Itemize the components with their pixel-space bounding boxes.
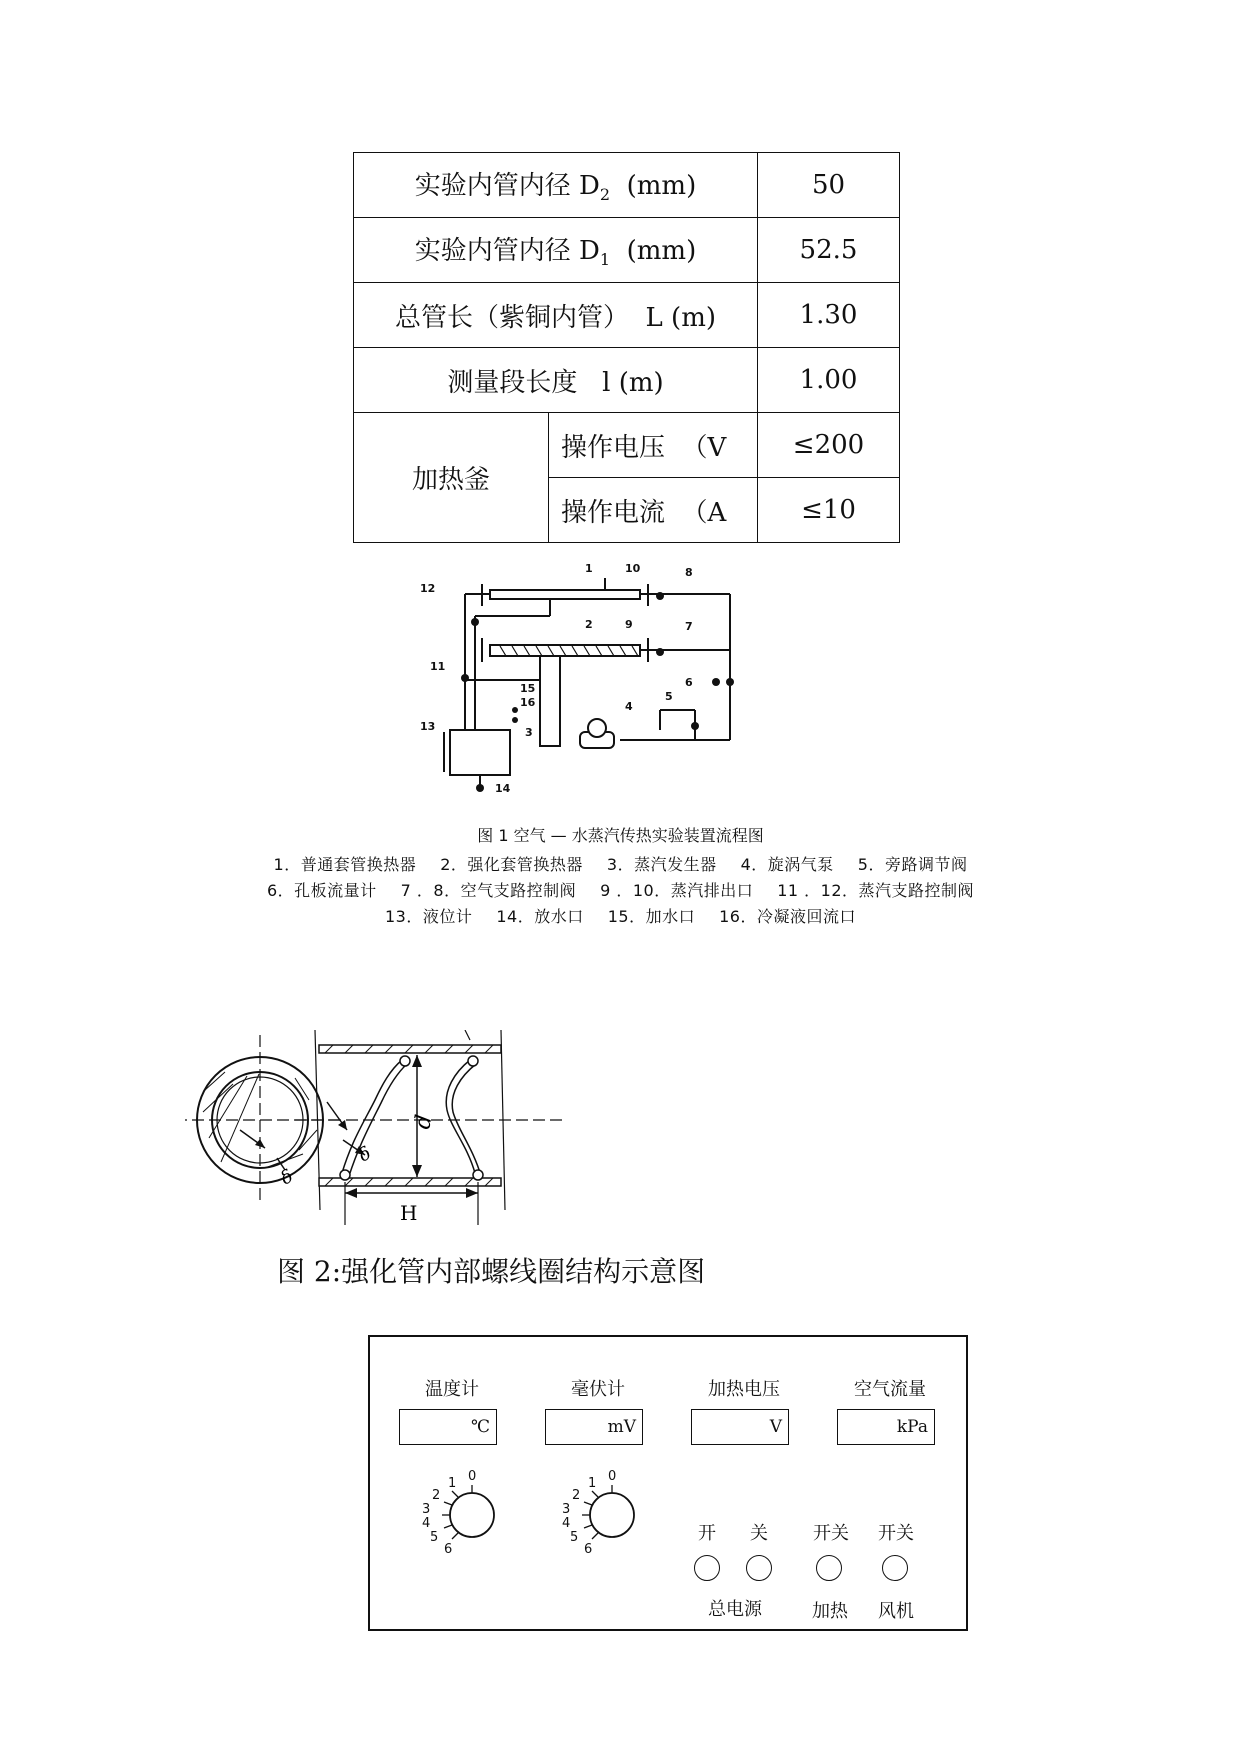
knob-tick-label: 4 — [562, 1516, 571, 1531]
callout-7: 7 — [685, 620, 693, 633]
thermometer-label: 温度计 — [425, 1379, 479, 1400]
table-row — [354, 218, 900, 283]
callout-14: 14 — [495, 782, 511, 795]
knob-tick-label: 3 — [562, 1502, 571, 1517]
steam-generator — [450, 730, 510, 775]
param-cell: 实验内管内径 $D_1$ (mm) — [354, 218, 758, 283]
wire-thickness-label: δ — [277, 1165, 297, 1190]
value-cell: 1.30 — [758, 283, 900, 348]
callout-1: 1 — [585, 562, 593, 575]
main-power-off-button[interactable] — [746, 1555, 772, 1581]
fan-switch-label: 开关 — [878, 1523, 914, 1544]
callout-5: 5 — [665, 690, 673, 703]
pitch-label: H — [400, 1201, 418, 1225]
figure1-legend-line: 13．液位计 14．放水口 15．加水口 16．冷凝液回流口 — [385, 907, 856, 926]
knob-tick-label: 2 — [572, 1488, 581, 1503]
fan-caption: 风机 — [878, 1601, 914, 1622]
knob-tick-label: 5 — [430, 1530, 439, 1545]
knob-tick-label: 4 — [422, 1516, 431, 1531]
callout-9: 9 — [625, 618, 633, 631]
air-flow-display: kPa — [837, 1409, 935, 1445]
diameter-label: d — [410, 1112, 438, 1132]
heating-caption: 加热 — [812, 1601, 848, 1622]
callout-4: 4 — [625, 700, 633, 713]
value-cell: 1.00 — [758, 348, 900, 413]
millivoltmeter-display: mV — [545, 1409, 643, 1445]
callout-8: 8 — [685, 566, 693, 579]
current-value-cell: ≤10 — [758, 478, 900, 543]
millivoltmeter-label: 毫伏计 — [571, 1379, 625, 1400]
flow-diagram — [420, 560, 760, 800]
knob-dial[interactable] — [450, 1493, 494, 1537]
coil-diagram — [185, 1030, 585, 1230]
knob-tick-label: 1 — [448, 1476, 457, 1491]
wire-thickness-label: δ — [355, 1142, 375, 1167]
callout-3: 3 — [525, 726, 533, 739]
fan-toggle-button[interactable] — [882, 1555, 908, 1581]
figure1-caption: 图 1 空气 — 水蒸汽传热实验装置流程图 — [477, 826, 764, 845]
knob-dial[interactable] — [590, 1493, 634, 1537]
knob-tick-label: 6 — [584, 1542, 593, 1557]
table-row — [354, 283, 900, 348]
knob-tick-label: 0 — [608, 1469, 617, 1484]
knob-tick-label: 3 — [422, 1502, 431, 1517]
callout-2: 2 — [585, 618, 593, 631]
voltage-value-cell: ≤200 — [758, 413, 900, 478]
selector-knob-1[interactable] — [400, 1465, 510, 1565]
knob-tick-label: 2 — [432, 1488, 441, 1503]
heating-toggle-button[interactable] — [816, 1555, 842, 1581]
heating-voltage-display: V — [691, 1409, 789, 1445]
heating-switch-label: 开关 — [813, 1523, 849, 1544]
main-power-on-label: 开 — [698, 1523, 716, 1544]
callout-12: 12 — [420, 582, 436, 595]
callout-15: 15 — [520, 682, 536, 695]
figure2-caption: 图 2:强化管内部螺线圈结构示意图 — [277, 1255, 706, 1288]
main-power-caption: 总电源 — [708, 1599, 762, 1620]
knob-tick-label: 6 — [444, 1542, 453, 1557]
value-cell: 52.5 — [758, 218, 900, 283]
param-cell: 总管长（紫铜内管） L (m) — [354, 283, 758, 348]
callout-10: 10 — [625, 562, 641, 575]
thermometer-display: ℃ — [399, 1409, 497, 1445]
heater-label-cell: 加热釜 — [354, 413, 549, 543]
callout-11: 11 — [430, 660, 446, 673]
main-power-on-button[interactable] — [694, 1555, 720, 1581]
figure1-legend-line: 1．普通套管换热器 2．强化套管换热器 3．蒸汽发生器 4．旋涡气泵 5．旁路调节阀 — [273, 855, 968, 874]
spec-table — [353, 152, 900, 543]
callout-6: 6 — [685, 676, 693, 689]
callout-16: 16 — [520, 696, 536, 709]
main-power-off-label: 关 — [750, 1523, 768, 1544]
figure1-legend-line: 6．孔板流量计 7 ．8．空气支路控制阀 9 ．10．蒸汽排出口 11 ．12．蒸汽支路控制阀 — [266, 881, 975, 900]
value-cell: 50 — [758, 153, 900, 218]
air-flow-label: 空气流量 — [854, 1379, 926, 1400]
knob-tick-label: 0 — [468, 1469, 477, 1484]
current-label-cell: 操作电流 （A — [549, 478, 758, 543]
table-row — [354, 348, 900, 413]
table-row — [354, 153, 900, 218]
param-cell: 测量段长度 l (m) — [354, 348, 758, 413]
heating-voltage-label: 加热电压 — [708, 1379, 780, 1400]
param-cell: 实验内管内径 $D_2$ (mm) — [354, 153, 758, 218]
table-row — [354, 413, 900, 478]
selector-knob-2[interactable] — [540, 1465, 650, 1565]
knob-tick-label: 1 — [588, 1476, 597, 1491]
control-panel — [368, 1335, 968, 1631]
voltage-label-cell: 操作电压 （V — [549, 413, 758, 478]
knob-tick-label: 5 — [570, 1530, 579, 1545]
exchanger-1 — [490, 590, 640, 599]
callout-13: 13 — [420, 720, 436, 733]
